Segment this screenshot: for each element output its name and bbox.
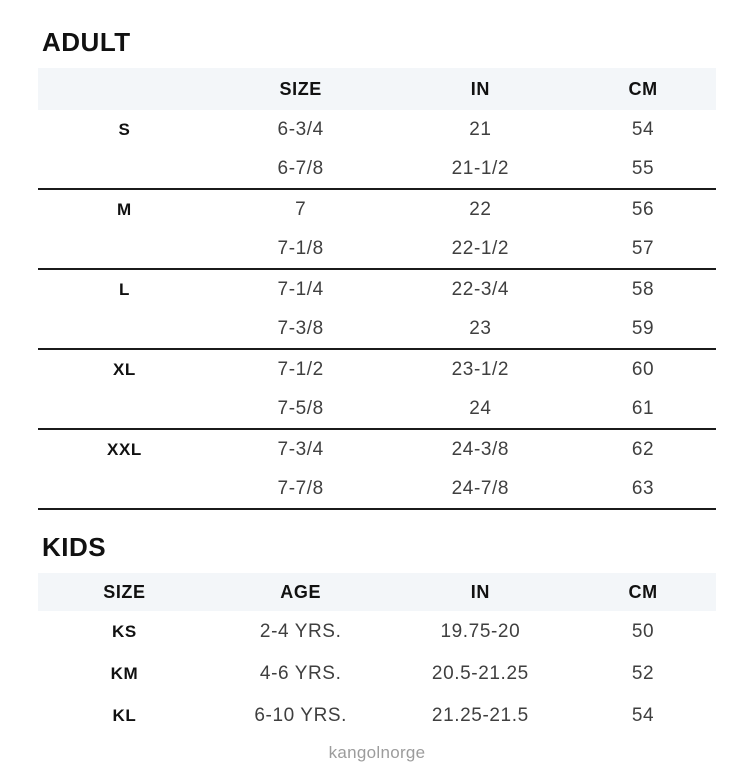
table-row [38,110,716,149]
size-group-l [38,270,716,350]
table-row [38,270,716,309]
row-label: XXL [107,439,142,459]
adult-section-title: ADULT [42,27,131,57]
inches-value: 22-3/4 [451,278,510,300]
size-value: 7-7/8 [277,477,324,499]
row-label: KL [112,706,137,725]
row-label: S [118,119,131,139]
inches-value: 24 [469,397,492,419]
adult-header-in: IN [470,78,490,99]
age-value: 2-4 YRS. [259,621,342,642]
table-row [38,190,716,229]
age-value: 6-10 YRS. [254,705,348,726]
brand-wordmark: kangolnorge [328,743,426,762]
row-label: XL [112,359,136,379]
table-row [38,430,716,469]
size-value: 7-1/8 [277,237,324,259]
table-row [38,350,716,389]
cm-value: 52 [631,663,655,684]
cm-value: 63 [631,477,655,499]
size-value: 7-3/8 [277,317,324,339]
size-group-m [38,190,716,270]
adult-size-table [38,68,716,510]
size-value: 7-1/4 [277,278,324,300]
adult-header-size: SIZE [279,78,322,99]
kids-header-size: SIZE [103,581,146,602]
cm-value: 58 [631,278,655,300]
table-row [38,653,716,695]
age-value: 4-6 YRS. [259,663,342,684]
inches-value: 21.25-21.5 [431,705,529,726]
inches-value: 24-7/8 [451,477,510,499]
kids-section-title: KIDS [42,532,107,562]
kids-header-age: AGE [280,581,322,602]
inches-value: 19.75-20 [440,621,521,642]
cm-value: 56 [631,198,655,220]
table-row [38,229,716,268]
cm-value: 54 [631,705,655,726]
cm-value: 57 [631,237,655,259]
cm-value: 59 [631,317,655,339]
size-group-xl [38,350,716,430]
cm-value: 50 [631,621,655,642]
adult-table-header [38,68,716,110]
size-value: 7-1/2 [277,358,324,380]
size-value: 7-3/4 [277,438,324,460]
row-label: KM [110,664,139,683]
size-value: 6-7/8 [277,157,324,179]
size-value: 6-3/4 [277,118,324,140]
cm-value: 55 [631,157,655,179]
table-row [38,611,716,653]
table-row [38,389,716,428]
kids-header-cm: CM [628,581,658,602]
kids-size-table [38,573,716,737]
kids-table-header [38,573,716,611]
size-value: 7-5/8 [277,397,324,419]
table-row [38,469,716,508]
inches-value: 21 [469,118,492,140]
inches-value: 23 [469,317,492,339]
adult-header-cm: CM [628,78,658,99]
inches-value: 21-1/2 [451,157,510,179]
table-row [38,149,716,188]
inches-value: 23-1/2 [451,358,510,380]
table-row [38,309,716,348]
cm-value: 60 [631,358,655,380]
cm-value: 61 [631,397,655,419]
size-group-s [38,110,716,190]
kids-header-in: IN [470,581,490,602]
cm-value: 62 [631,438,655,460]
table-row [38,695,716,737]
size-value: 7 [295,198,307,220]
inches-value: 24-3/8 [451,438,510,460]
inches-value: 20.5-21.25 [431,663,529,684]
inches-value: 22-1/2 [451,237,510,259]
inches-value: 22 [469,198,492,220]
row-label: KS [112,622,137,641]
size-group-xxl [38,430,716,510]
row-label: M [117,199,132,219]
row-label: L [118,279,130,299]
cm-value: 54 [631,118,655,140]
